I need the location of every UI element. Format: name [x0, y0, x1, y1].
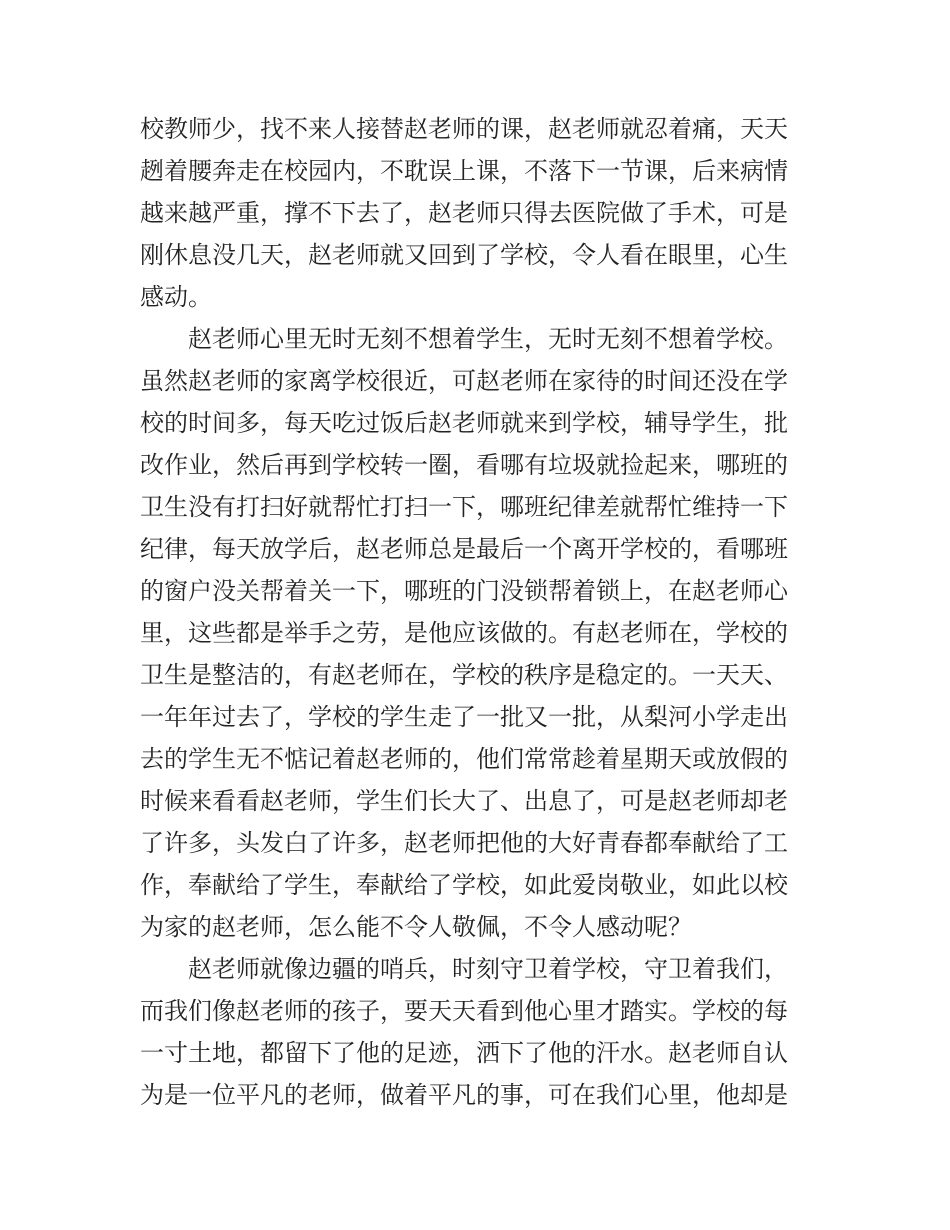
document-page	[140, 108, 812, 1116]
text-line: 为是一位平凡的老师，做着平凡的事，可在我们心里，他却是	[140, 1081, 788, 1109]
text-line: 而我们像赵老师的孩子，要天天看到他心里才踏实。学校的每	[140, 997, 788, 1025]
text-line: 去的学生无不惦记着赵老师的，他们常常趁着星期天或放假的	[140, 745, 788, 773]
text-line: 一寸土地，都留下了他的足迹，洒下了他的汗水。赵老师自认	[140, 1039, 788, 1067]
text-line: 里，这些都是举手之劳，是他应该做的。有赵老师在，学校的	[140, 619, 788, 647]
text-line: 校教师少，找不来人接替赵老师的课，赵老师就忍着痛，天天	[140, 115, 788, 143]
paragraph-2	[140, 318, 812, 948]
text-line: 卫生没有打扫好就帮忙打扫一下，哪班纪律差就帮忙维持一下	[140, 493, 788, 521]
text-line: 赵老师就像边疆的哨兵，时刻守卫着学校，守卫着我们，	[188, 955, 788, 983]
text-line: 感动。	[140, 283, 212, 311]
text-line: 赵老师心里无时无刻不想着学生，无时无刻不想着学校。	[188, 325, 788, 353]
text-line: 越来越严重，撑不下去了，赵老师只得去医院做了手术，可是	[140, 199, 788, 227]
text-line: 的窗户没关帮着关一下，哪班的门没锁帮着锁上，在赵老师心	[140, 577, 788, 605]
text-line: 为家的赵老师，怎么能不令人敬佩，不令人感动呢？	[140, 913, 692, 941]
text-line: 时候来看看赵老师，学生们长大了、出息了，可是赵老师却老	[140, 787, 788, 815]
text-line: 虽然赵老师的家离学校很近，可赵老师在家待的时间还没在学	[140, 367, 788, 395]
text-line: 一年年过去了，学校的学生走了一批又一批，从梨河小学走出	[140, 703, 788, 731]
paragraph-1	[140, 108, 812, 318]
paragraph-3	[140, 948, 812, 1116]
text-line: 作，奉献给了学生，奉献给了学校，如此爱岗敬业，如此以校	[140, 871, 788, 899]
text-line: 改作业，然后再到学校转一圈，看哪有垃圾就捡起来，哪班的	[140, 451, 788, 479]
text-line: 校的时间多，每天吃过饭后赵老师就来到学校，辅导学生，批	[140, 409, 788, 437]
text-line: 纪律，每天放学后，赵老师总是最后一个离开学校的，看哪班	[140, 535, 788, 563]
text-line: 了许多，头发白了许多，赵老师把他的大好青春都奉献给了工	[140, 829, 788, 857]
text-line: 卫生是整洁的，有赵老师在，学校的秩序是稳定的。一天天、	[140, 661, 788, 689]
text-line: 刚休息没几天，赵老师就又回到了学校，令人看在眼里，心生	[140, 241, 788, 269]
text-line: 趔着腰奔走在校园内，不耽误上课，不落下一节课，后来病情	[140, 157, 788, 185]
